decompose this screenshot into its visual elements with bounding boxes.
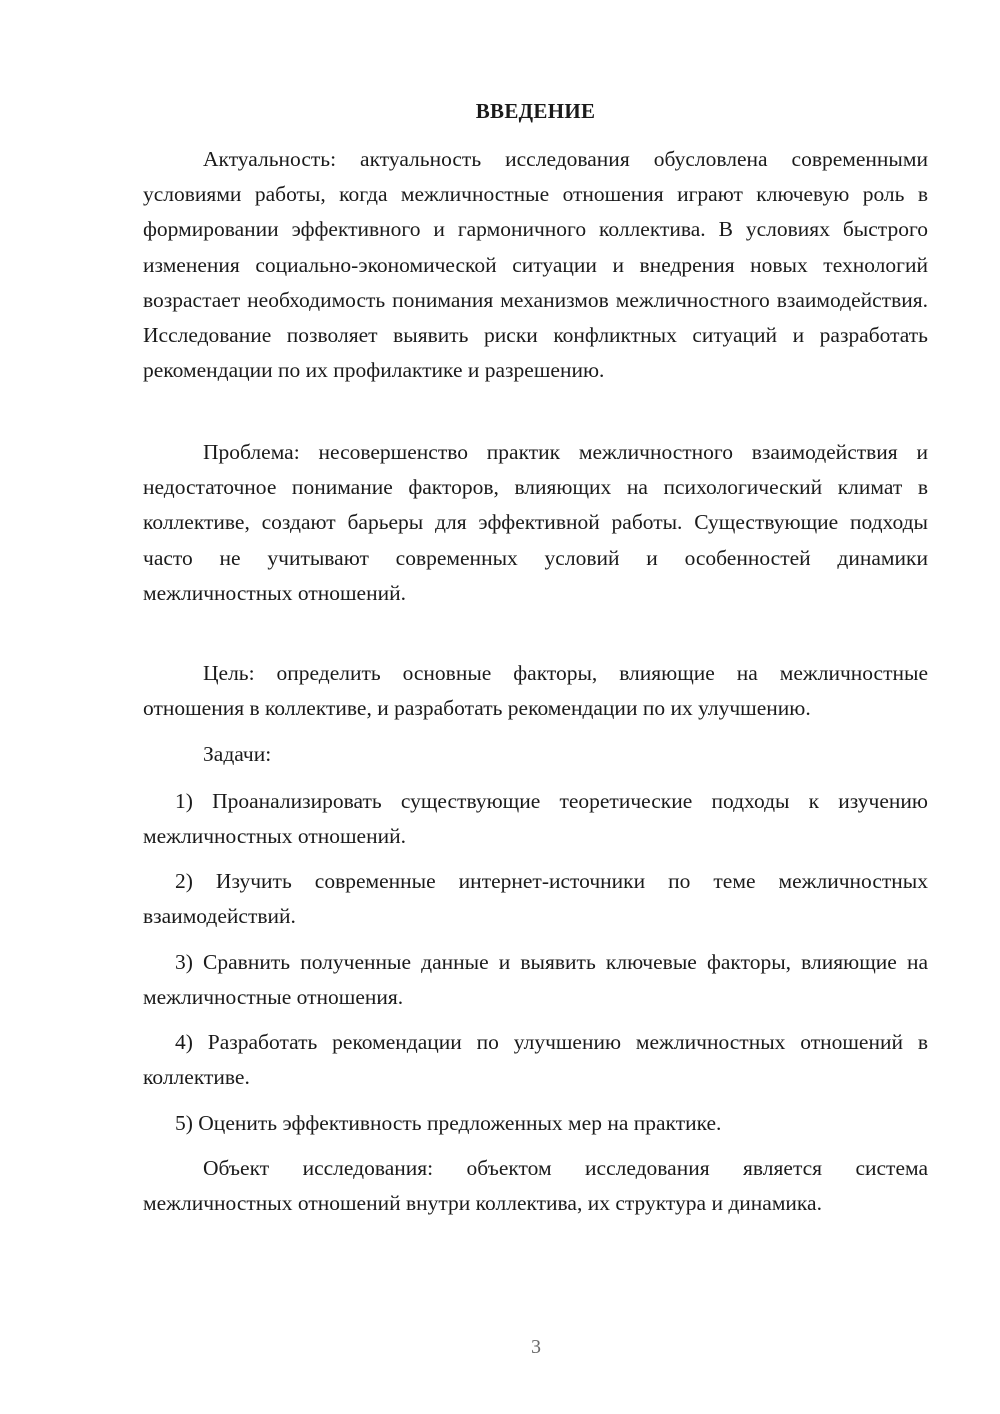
relevance-paragraph: Актуальность: актуальность исследования обусловлена современными условиями работы, когда межличностные отношения играют ключевую роль в формировании эффективного и гармоничного коллектива. В условиях быстрого изменения социально-экономической ситуации и внедрения новых технологий возрастает необходимость понимания механизмов межличностного взаимодействия. Исследование позволяет выявить риски конфликтных ситуаций и разработать рекомендации по их профилактике и разрешению.	[143, 147, 928, 383]
problem-paragraph: Проблема: несовершенство практик межличностного взаимодействия и недостаточное понимание факторов, влияющих на психологический климат в коллективе, создают барьеры для эффективной работы. Существующие подходы часто не учитывают современных условий и особенностей динамики межличностных отношений.	[143, 440, 928, 605]
tasks-label: Задачи:	[203, 742, 272, 766]
task-item-2: 2) Изучить современные интернет-источники по теме межличностных взаимодействий.	[143, 869, 928, 929]
section-heading: ВВЕДЕНИЕ	[475, 99, 596, 123]
task-item-5: 5) Оценить эффективность предложенных мер на практике.	[175, 1111, 722, 1135]
page-number: 3	[531, 1336, 541, 1358]
task-item-3: 3) Сравнить полученные данные и выявить ключевые факторы, влияющие на межличностные отношения.	[143, 950, 928, 1010]
object-paragraph: Объект исследования: объектом исследования является система межличностных отношений внутри коллектива, их структура и динамика.	[143, 1156, 928, 1216]
task-item-1: 1) Проанализировать существующие теоретические подходы к изучению межличностных отношений.	[143, 789, 928, 849]
goal-paragraph: Цель: определить основные факторы, влияющие на межличностные отношения в коллективе, и разработать рекомендации по их улучшению.	[143, 661, 928, 721]
task-item-4: 4) Разработать рекомендации по улучшению межличностных отношений в коллективе.	[143, 1030, 928, 1090]
